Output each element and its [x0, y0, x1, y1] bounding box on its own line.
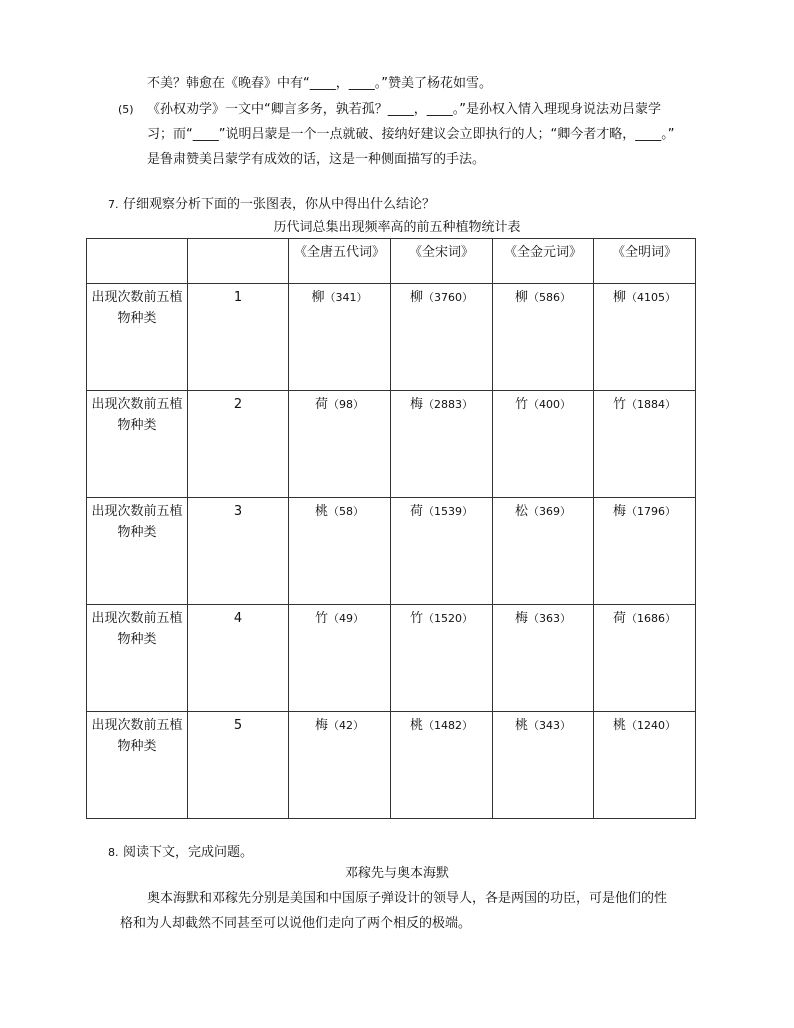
- rank-cell: 4: [188, 605, 289, 712]
- plant-name: 荷: [314, 397, 328, 412]
- plant-name: 竹: [314, 611, 328, 626]
- table-row: [87, 391, 696, 498]
- data-cell: [289, 712, 391, 819]
- plant-name: 梅: [514, 611, 528, 626]
- q8-question: 阅读下文，完成问题。: [123, 845, 254, 860]
- header-tang-wudai: 《全唐五代词》: [289, 239, 391, 284]
- plant-count: （58）: [328, 505, 364, 518]
- data-cell: [289, 605, 391, 712]
- data-cell: [289, 284, 391, 391]
- plant-count: （1884）: [626, 398, 676, 411]
- q7-question: 仔细观察分析下面的一张图表，你从中得出什么结论？: [123, 197, 436, 212]
- plant-name: 柳: [514, 290, 528, 305]
- data-cell: [594, 391, 696, 498]
- plant-count: （400）: [528, 398, 571, 411]
- header-jin-yuan: 《全金元词》: [493, 239, 594, 284]
- category-cell: 出现次数前五植物种类: [87, 284, 188, 391]
- rank-cell: 3: [188, 498, 289, 605]
- plant-name: 柳: [612, 290, 626, 305]
- plant-name: 荷: [612, 611, 626, 626]
- rank-cell: 2: [188, 391, 289, 498]
- header-cell-empty-1: [87, 239, 188, 284]
- data-cell: [289, 498, 391, 605]
- article-title: 邓稼先与奥本海默: [344, 866, 449, 881]
- q7-number: 7.: [108, 198, 119, 211]
- category-cell: 出现次数前五植物种类: [87, 605, 188, 712]
- data-cell: [493, 284, 594, 391]
- data-cell: [594, 712, 696, 819]
- q6-line-1: 不美？韩愈在《晚春》中有“____，____。”赞美了杨花如雪。: [147, 76, 492, 91]
- plant-name: 桃: [409, 718, 423, 733]
- plant-count: （1240）: [626, 719, 676, 732]
- plant-count: （343）: [528, 719, 571, 732]
- table-row: [87, 712, 696, 819]
- plant-count: （2883）: [423, 398, 473, 411]
- plant-count: （3760）: [423, 291, 473, 304]
- plant-name: 荷: [409, 504, 423, 519]
- plant-name: 松: [514, 504, 528, 519]
- plant-name: 桃: [514, 718, 528, 733]
- rank-cell: 5: [188, 712, 289, 819]
- q8-number: 8.: [108, 846, 119, 859]
- rank-cell: 1: [188, 284, 289, 391]
- data-cell: [594, 498, 696, 605]
- data-cell: [391, 498, 493, 605]
- plant-count: （1539）: [423, 505, 473, 518]
- table-row: [87, 605, 696, 712]
- plant-count: （49）: [328, 612, 364, 625]
- plant-name: 桃: [612, 718, 626, 733]
- plant-name: 柳: [409, 290, 423, 305]
- plant-name: 竹: [409, 611, 423, 626]
- q6-item-5-line-2: 习；而“____”说明吕蒙是一个一点就破、接纳好建议会立即执行的人；“卿今者才略，____。”: [147, 127, 675, 142]
- plant-count: （1520）: [423, 612, 473, 625]
- data-cell: [391, 712, 493, 819]
- plant-name: 柳: [311, 290, 325, 305]
- plant-count: （98）: [328, 398, 364, 411]
- data-cell: [391, 391, 493, 498]
- article-paragraph-line-2: 格和为人却截然不同甚至可以说他们走向了两个相反的极端。: [120, 916, 472, 931]
- plant-name: 梅: [612, 504, 626, 519]
- plant-count: （363）: [528, 612, 571, 625]
- data-cell: [493, 605, 594, 712]
- plant-name: 梅: [314, 718, 328, 733]
- data-cell: [391, 284, 493, 391]
- data-cell: [391, 605, 493, 712]
- q6-item-5-line-3: 是鲁肃赞美吕蒙学有成效的话，这是一种侧面描写的手法。: [147, 152, 486, 167]
- header-ming: 《全明词》: [594, 239, 696, 284]
- plant-count: （1686）: [626, 612, 676, 625]
- plant-count: （1796）: [626, 505, 676, 518]
- plant-count: （42）: [328, 719, 364, 732]
- category-cell: 出现次数前五植物种类: [87, 391, 188, 498]
- header-cell-empty-2: [188, 239, 289, 284]
- table-row: [87, 284, 696, 391]
- table-row: [87, 498, 696, 605]
- data-cell: [493, 498, 594, 605]
- data-cell: [493, 712, 594, 819]
- plant-name: 梅: [409, 397, 423, 412]
- category-cell: 出现次数前五植物种类: [87, 712, 188, 819]
- plant-count: （341）: [324, 291, 368, 304]
- category-cell: 出现次数前五植物种类: [87, 498, 188, 605]
- plant-count: （1482）: [423, 719, 473, 732]
- data-cell: [594, 605, 696, 712]
- plant-name: 桃: [314, 504, 328, 519]
- plant-count: （369）: [528, 505, 571, 518]
- plant-count: （4105）: [626, 291, 676, 304]
- q6-item-5-line-1: 《孙权劝学》一文中“卿言多务，孰若孤？____，____。”是孙权入情入理现身说法劝吕蒙学: [147, 102, 661, 117]
- article-paragraph-line-1: 奥本海默和邓稼先分别是美国和中国原子弹设计的领导人，各是两国的功臣，可是他们的性: [147, 891, 668, 906]
- q6-item-5-number: (5): [118, 103, 134, 116]
- data-cell: [289, 391, 391, 498]
- table-title: 历代词总集出现频率高的前五种植物统计表: [273, 220, 521, 235]
- plant-statistics-table: [86, 238, 696, 819]
- table-header-row: [87, 239, 696, 284]
- plant-name: 竹: [612, 397, 626, 412]
- header-song: 《全宋词》: [391, 239, 493, 284]
- data-cell: [594, 284, 696, 391]
- plant-count: （586）: [528, 291, 571, 304]
- data-cell: [493, 391, 594, 498]
- plant-name: 竹: [514, 397, 528, 412]
